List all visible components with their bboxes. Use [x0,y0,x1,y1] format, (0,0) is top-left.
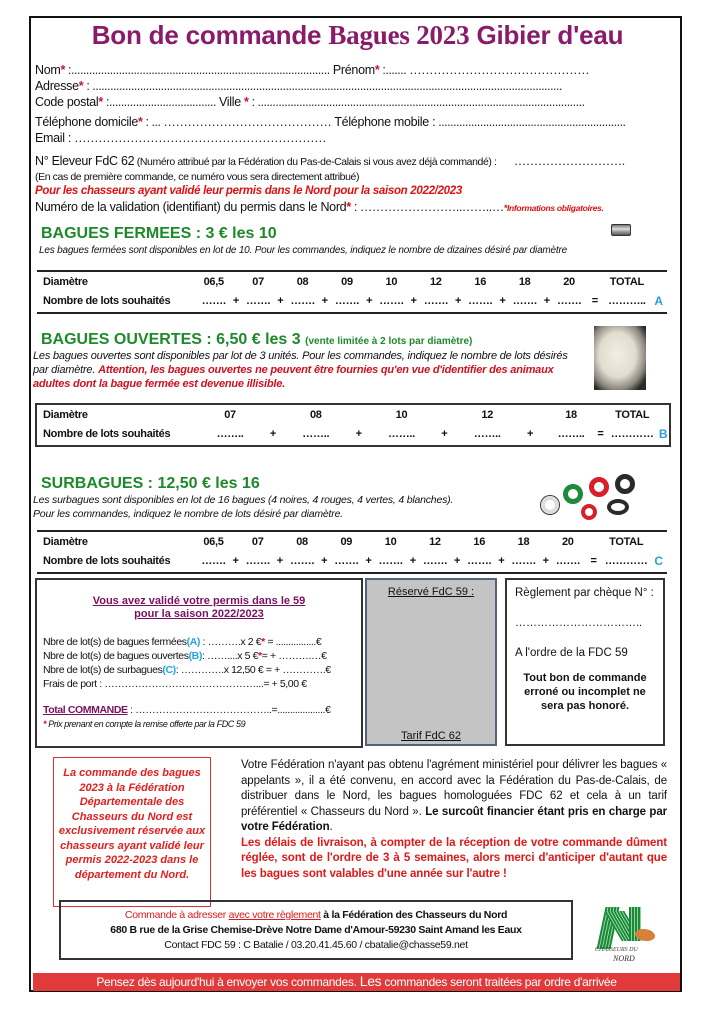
qty-input[interactable]: ……. [289,554,315,567]
qty-input[interactable]: ……. [201,554,226,567]
email-label: Email : [35,131,72,145]
validation-field[interactable]: : ……………………..……..… [350,200,504,214]
surbagues-desc: Les surbagues sont disponibles en lot de 16 bagues (4 noires, 4 rouges, 4 vertes, 4 blanches). Pour les commandes, indiquez le nombre de lots désiré par diamètre. [33,494,454,520]
total-letter-b: B [658,426,668,441]
open-ring-image [594,326,646,390]
qty-input[interactable]: ……. [334,554,359,567]
payment-box [505,578,665,746]
bottom-banner: Pensez dès aujourd'hui à envoyer vos commandes. Les commandes seront traitées par ordre d'arrivée [33,973,680,991]
diameter-row: Diamètre 06,5 07 08 09 10 12 16 18 20 TOTAL [43,535,644,548]
fermees-heading: BAGUES FERMEES : 3 € les 10 [41,225,277,242]
divider [37,312,667,314]
ouvertes-table-box [35,403,671,447]
nom-prenom-line: Nom* :....................................................................................... Prénom* :....... ……………………………………… [35,63,590,77]
fermees-desc: Les bagues fermées sont disponibles en lot de 10. Pour les commandes, indiquez le nombre de dizaines désiré par diamètre [39,245,567,256]
nom-label: Nom [35,63,61,77]
validation-line: Numéro de la validation (identifiant) du permis dans le Nord* : ……………………..……..…*Informations obligatoires. [35,200,604,214]
calc-title: Vous avez validé votre permis dans le 59 pour la saison 2022/2023 [92,595,306,620]
price-calc-box [35,578,363,748]
calc-total: Total COMMANDE : …………………………………..=...................€ [43,704,331,716]
info-paragraph: Votre Fédération n'ayant pas obtenu l'agrément ministériel pour délivrer les bagues « appelants », il a été convenu, en accord avec la Fédération du Pas-de-Calais, de distribuer dans le Nord, les bagues homologuées FDC 62 et cela à un tarif préférentiel « Chasseurs du Nord ». Le surcoût financier étant pris en charge par votre Fédération. Les délais de livraison, à compter de la réception de votre commande dûment réglée, sont de l'ordre de 3 à 5 semaines, alors merci d'anticiper d'autant que les bagues sont valables d'une année sur l'autre ! [241,758,667,882]
surbagues-heading: SURBAGUES : 12,50 € les 16 [41,475,260,492]
qty-input[interactable]: ……. [511,554,536,567]
qty-input[interactable]: ……. [290,294,315,307]
reserved-box [365,578,497,746]
qty-input[interactable]: ……. [245,554,270,567]
lots-row: Nombre de lots souhaités …….. + …….. + …….. + …….. + …….. = ………… B [37,424,669,443]
delivery-notice: Les délais de livraison, à compter de la réception de votre commande dûment réglée, sont de l'ordre de 3 à 5 semaines, alors merci d'anticiper d'autant que les bagues sont valables d'une année sur l'autre ! [241,836,667,880]
lots-row: Nombre de lots souhaités ……. + ……. + ……. + ……. + ……. + ……. + ……. + ……. + ……. = ………… C [37,551,667,570]
qty-input[interactable]: ……. [467,554,492,567]
nom-field[interactable]: :....................................................................................... [65,63,330,77]
ouvertes-table [37,405,669,443]
prenom-field[interactable]: :....... ……………………………………… [379,63,590,77]
order-form [29,16,682,992]
qty-input[interactable]: …….. [388,427,415,440]
prenom-label: Prénom [332,63,375,77]
adresse-line: Adresse* : .............................................................................................................................................................. [35,79,562,93]
calc-line-surbagues: Nbre de lot(s) de surbagues(C): ………….x 12,50 € = + ………….€ [43,664,331,676]
overrings-image [541,474,651,524]
validation-label: Numéro de la validation (identifiant) du permis dans le Nord [35,200,347,214]
divider [37,572,667,574]
ouvertes-limit-note: (vente limitée à 2 lots par diamètre) [305,336,473,347]
adresse-field[interactable]: : .............................................................................................................................................................. [83,79,562,93]
total-letter-c: C [654,553,663,568]
exclusive-notice: La commande des bagues 2023 à la Fédération Départementale des Chasseurs du Nord est exclusivement réservée aux chasseurs ayant validé leur permis 2022-2023 dans le département du Nord. [53,757,211,907]
qty-input[interactable]: …….. [473,427,501,440]
tel-dom-field[interactable]: : ... …………………………………… [142,115,332,129]
reserved-title: Réservé FdC 59 : [387,586,475,598]
cp-ville-line: Code postal* :.................................... Ville * : .............................................................................................................. [35,95,585,109]
cp-label: Code postal [35,95,99,109]
first-order-note: (En cas de première commande, ce numéro vous sera directement attribué) [35,171,360,183]
tel-mob-field[interactable]: ............................................................... [435,115,626,129]
shipping-fee: + 5,00 € [271,678,307,690]
payee-label: A l'ordre de la FDC 59 [515,647,628,659]
calc-line-ouvertes: Nbre de lot(s) de bagues ouvertes(B): ……....x 5 €*= + ……….…€ [43,650,327,662]
qty-input[interactable]: ……. [422,554,447,567]
calc-line-frais: Frais de port : ………………………………………...= + 5,00 € [43,678,307,690]
ville-field[interactable]: : .............................................................................................................. [248,95,585,109]
total-input[interactable]: ……….. [608,294,646,307]
cheque-label: Règlement par chèque N° : [515,587,654,599]
ville-label: Ville [218,95,245,109]
cp-field[interactable]: :.................................... [103,95,219,109]
contact-address: 680 B rue de la Grise Chemise-Drève Notre Dame d'Amour-59230 Saint Amand les Eaux [110,924,522,936]
closed-ring-image [611,224,631,236]
email-line [35,131,326,146]
qty-input[interactable]: ……. [378,554,403,567]
calc-footnote: * Prix prenant en compte la remise offerte par la FDC 59 [43,719,246,729]
diameter-row: Diamètre 07 08 10 12 18 TOTAL [43,408,650,421]
qty-input[interactable]: …….. [557,427,585,440]
cheque-number-field[interactable]: …………………………….. [515,617,643,629]
ouvertes-desc: Les bagues ouvertes sont disponibles par lot de 3 unités. Pour les commandes, indiquez le nombre de lots désirés par diamètre. Attention, les bagues ouvertes ne peuvent être fournies qu'en vue d'identifier des animaux adultes dont la bague fermée est devenue illisible. [33,350,568,390]
eleveur-note: (Numéro attribué par la Fédération du Pas-de-Calais si vous avez déjà commandé) : [134,156,497,168]
page-title: Bon de commande Bagues 2023 Gibier d'eau [91,20,624,50]
adresse-label: Adresse [35,79,79,93]
chasseurs-du-nord-logo: CHASSEURS DU NORD [591,903,661,968]
total-input[interactable]: ………… [604,554,648,567]
ouvertes-warning: Attention, les bagues ouvertes ne peuvent être fournies qu'en vue d'identifier des animaux adultes dont la bague fermée est devenue illisible. [33,364,554,390]
qty-input[interactable]: ……. [512,294,537,307]
qty-input[interactable]: ……. [201,294,226,307]
surbagues-table [37,532,667,570]
contact-line-1: Commande à adresser avec votre règlement à la Fédération des Chasseurs du Nord [124,909,508,921]
qty-input[interactable]: …….. [302,427,330,440]
qty-input[interactable]: ……. [379,294,404,307]
diameter-row: Diamètre 06,5 07 08 09 10 12 16 18 20 TOTAL [43,275,644,288]
contact-box [59,900,573,960]
eleveur-line [35,154,625,170]
nord-notice: Pour les chasseurs ayant validé leur permis dans le Nord pour la saison 2022/2023 [35,185,462,197]
email-field[interactable]: ……………………………………………………… [71,131,327,145]
calc-lines [43,635,361,731]
tel-mob-label: Téléphone mobile : [334,115,436,129]
ouvertes-heading: BAGUES OUVERTES : 6,50 € les 3 (vente limitée à 2 lots par diamètre) [41,331,473,348]
telephone-line: Téléphone domicile* : ... …………………………………… Téléphone mobile : ............................................................... [35,115,626,129]
incomplete-warning: Tout bon de commande erroné ou incomplet ne sera pas honoré. [523,672,647,712]
qty-input[interactable]: ……. [555,554,580,567]
qty-input[interactable]: …….. [216,427,244,440]
qty-input[interactable]: ……. [468,294,493,307]
qty-input[interactable]: ……. [423,294,448,307]
tarif-label: Tarif FdC 62 [401,730,461,742]
calc-line-fermees: Nbre de lot(s) de bagues fermées(A) : ……….x 2 €* = ................€ [43,636,322,648]
total-input[interactable]: ………… [610,427,654,440]
tel-dom-label: Téléphone domicile [35,115,138,129]
qty-input[interactable]: ……. [556,294,582,307]
required-note: Informations obligatoires. [506,203,604,213]
fermees-table [37,272,667,310]
eleveur-label: N° Eleveur FdC 62 [35,154,135,168]
lots-row: Nombre de lots souhaités ……. + ……. + ……. + ……. + ……. + ……. + ……. + ……. + ……. = ……….. A [37,291,667,310]
total-letter-a: A [654,293,663,308]
contact-info[interactable]: Contact FDC 59 : C Batalie / 03.20.41.45.60 / cbatalie@chasse59.net [164,939,468,951]
qty-input[interactable]: ……. [246,294,271,307]
qty-input[interactable]: ……. [334,294,360,307]
eleveur-field[interactable]: ………………………. [513,154,625,168]
